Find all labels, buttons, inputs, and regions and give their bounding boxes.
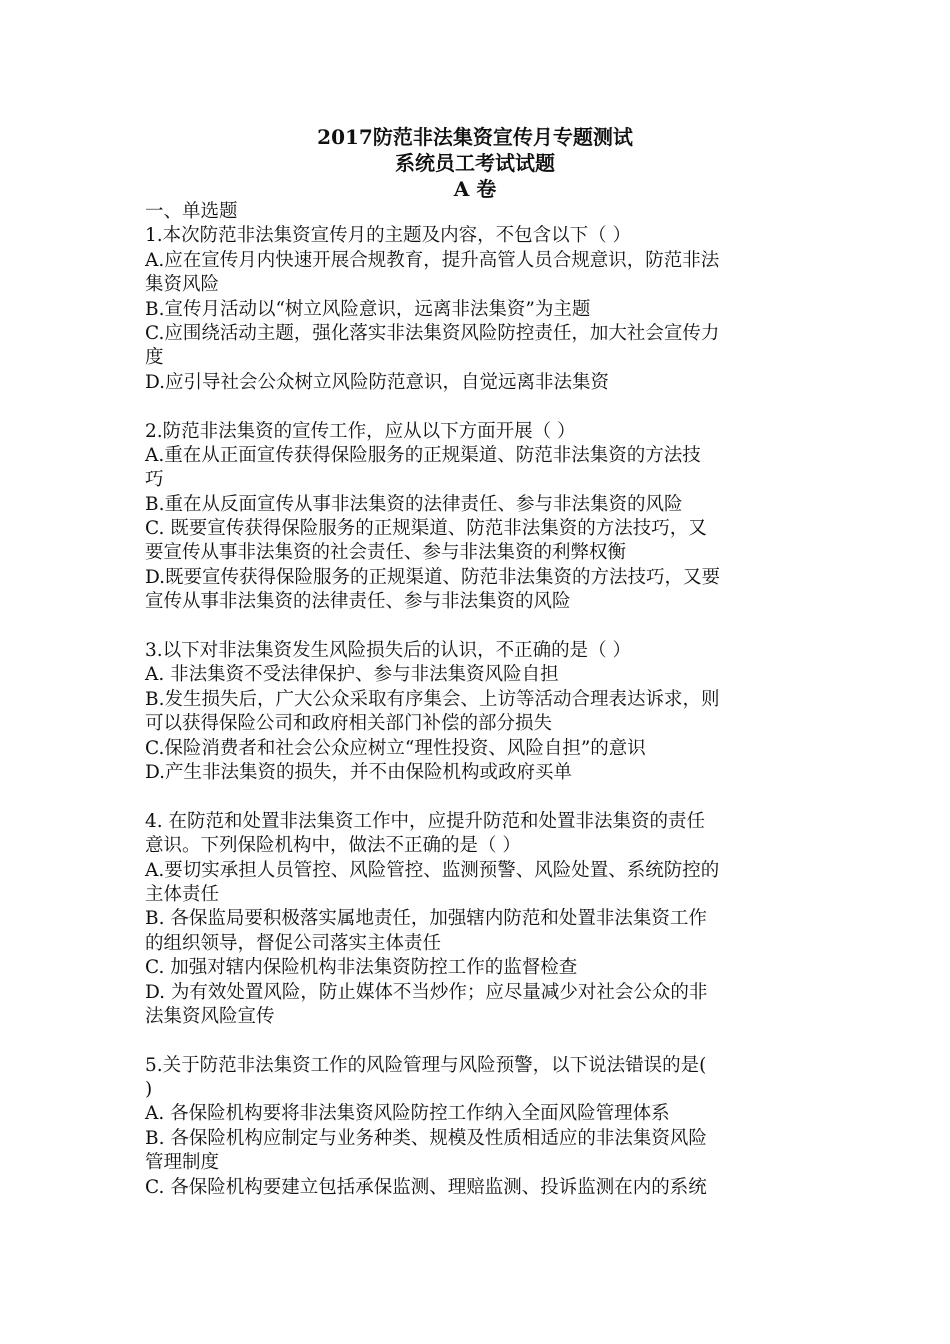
title-line-3: A 卷	[453, 177, 497, 201]
question-line: B.发生损失后，广大公众采取有序集会、上访等活动合理表达诉求，则	[145, 688, 720, 710]
question-line: B.宣传月活动以“树立风险意识，远离非法集资”为主题	[145, 298, 591, 320]
spacer	[145, 395, 813, 419]
document-header	[0, 124, 950, 202]
question-line: A. 各保险机构要将非法集资风险防控工作纳入全面风险管理体系	[145, 1103, 670, 1125]
question-5	[145, 1054, 813, 1200]
question-line: B. 各保险机构应制定与业务种类、规模及性质相适应的非法集资风险	[145, 1127, 707, 1149]
question-line: C.保险消费者和社会公众应树立“理性投资、风险自担”的意识	[145, 737, 646, 759]
question-line: 集资风险	[145, 274, 220, 296]
title-line-1: 2017防范非法集资宣传月专题测试	[317, 125, 633, 149]
question-line: D.既要宣传获得保险服务的正规渠道、防范非法集资的方法技巧，又要	[145, 566, 721, 588]
question-line: 巧	[145, 469, 164, 491]
question-line: 宣传从事非法集资的法律责任、参与非法集资的风险	[145, 591, 571, 613]
question-2	[145, 420, 813, 615]
question-line: 法集资风险宣传	[145, 1005, 275, 1027]
question-line: 2.防范非法集资的宣传工作，应从以下方面开展（ ）	[145, 420, 576, 442]
document-body	[145, 200, 813, 1200]
question-line: 要宣传从事非法集资的社会责任、参与非法集资的利弊权衡	[145, 542, 627, 564]
question-line: 意识。下列保险机构中，做法不正确的是（ ）	[145, 835, 521, 857]
question-line: 主体责任	[145, 883, 220, 905]
question-line: 的组织领导，督促公司落实主体责任	[145, 932, 442, 954]
question-line: D.产生非法集资的损失，并不由保险机构或政府买单	[145, 761, 573, 783]
question-line: A.重在从正面宣传获得保险服务的正规渠道、防范非法集资的方法技	[145, 444, 701, 466]
spacer	[145, 615, 813, 639]
question-line: 管理制度	[145, 1152, 220, 1174]
question-line: C. 各保险机构要建立包括承保监测、理赔监测、投诉监测在内的系统	[145, 1176, 707, 1198]
question-line: B.重在从反面宣传从事非法集资的法律责任、参与非法集资的风险	[145, 493, 683, 515]
question-line: C. 既要宣传获得保险服务的正规渠道、防范非法集资的方法技巧，又	[145, 518, 707, 540]
question-line: B. 各保监局要积极落实属地责任，加强辖内防范和处置非法集资工作	[145, 908, 707, 930]
question-line: )	[145, 1079, 153, 1101]
question-line: C. 加强对辖内保险机构非法集资防控工作的监督检查	[145, 957, 578, 979]
question-line: 3.以下对非法集资发生风险损失后的认识，不正确的是（ ）	[145, 640, 632, 662]
question-line: A.要切实承担人员管控、风险管控、监测预警、风险处置、系统防控的	[145, 859, 720, 881]
title-line-2: 系统员工考试试题	[395, 151, 555, 175]
question-line: A.应在宣传月内快速开展合规教育，提升高管人员合规意识，防范非法	[145, 249, 720, 271]
question-line: D. 为有效处置风险，防止媒体不当炒作；应尽量减少对社会公众的非	[145, 981, 708, 1003]
question-1	[145, 224, 813, 395]
spacer	[145, 1029, 813, 1053]
question-line: 4. 在防范和处置非法集资工作中，应提升防范和处置非法集资的责任	[145, 810, 706, 832]
question-4	[145, 810, 813, 1030]
question-line: 度	[145, 347, 164, 369]
section-title: 一、单选题	[145, 201, 238, 222]
question-line: 5.关于防范非法集资工作的风险管理与风险预警，以下说法错误的是(	[145, 1054, 707, 1076]
question-line: 1.本次防范非法集资宣传月的主题及内容，不包含以下（ ）	[145, 225, 632, 247]
question-3	[145, 639, 813, 785]
question-line: 可以获得保险公司和政府相关部门补偿的部分损失	[145, 713, 553, 735]
question-line: D.应引导社会公众树立风险防范意识，自觉远离非法集资	[145, 371, 610, 393]
question-line: C.应围绕活动主题，强化落实非法集资风险防控责任，加大社会宣传力	[145, 322, 720, 344]
question-line: A. 非法集资不受法律保护、参与非法集资风险自担	[145, 664, 559, 686]
spacer	[145, 785, 813, 809]
